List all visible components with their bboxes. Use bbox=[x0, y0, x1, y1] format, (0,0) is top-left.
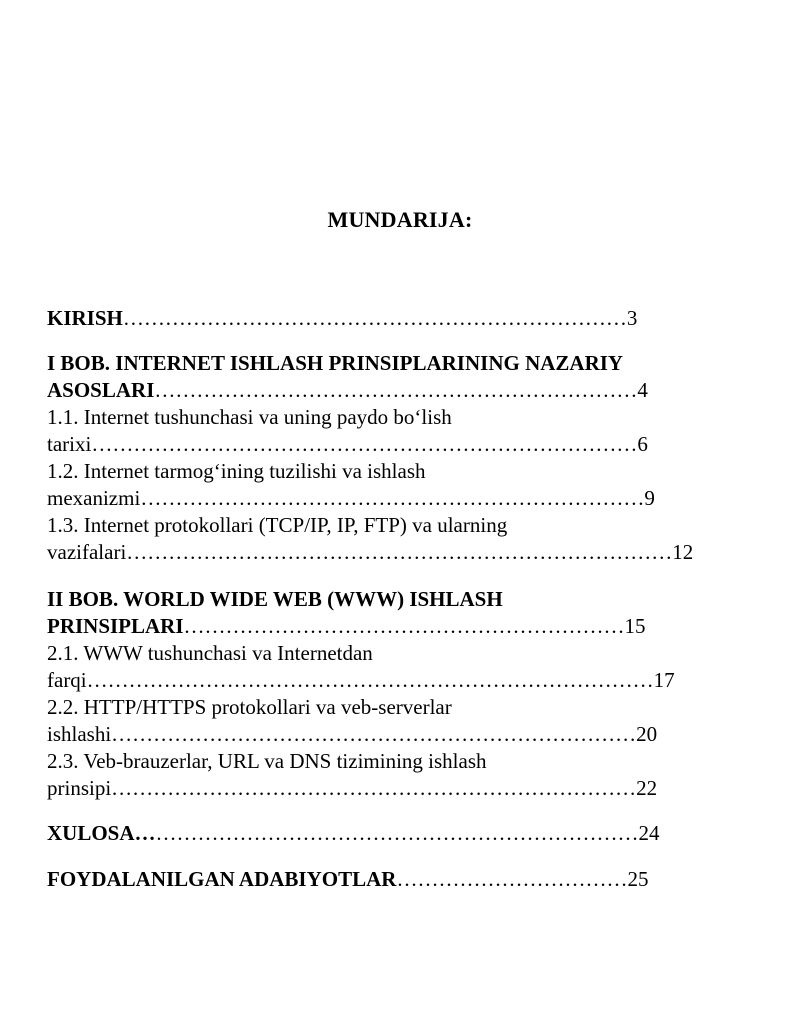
toc-entry-2-3-line2 bbox=[47, 775, 657, 802]
toc-entry-label: ishlashi bbox=[47, 722, 112, 746]
toc-entry-label: tarixi bbox=[47, 432, 92, 456]
toc-leader-dots: …………………………………………………………… bbox=[154, 378, 638, 402]
toc-leader-dots: ……………………………………………………………… bbox=[140, 486, 645, 510]
toc-entry-bob2-line2 bbox=[47, 613, 646, 640]
toc-page-number: 22 bbox=[636, 776, 658, 800]
toc-entry-adabiyotlar bbox=[47, 866, 648, 893]
toc-page-number: 9 bbox=[644, 486, 655, 510]
toc-leader-dots: …………………………………………………………………… bbox=[126, 540, 673, 564]
toc-entry-2-3-line1: 2.3. Veb-brauzerlar, URL va DNS tizimining ishlash bbox=[47, 749, 487, 773]
toc-entry-2-1-line2 bbox=[47, 667, 675, 694]
toc-page-number: 25 bbox=[627, 867, 649, 891]
toc-page-number: 3 bbox=[626, 306, 638, 330]
toc-entry-label: XULOSA… bbox=[47, 821, 156, 845]
toc-leader-dots: ………………………………………………………………… bbox=[111, 776, 637, 800]
toc-leader-dots: ……………………………………………………… bbox=[183, 614, 625, 638]
toc-entry-kirish bbox=[47, 305, 637, 332]
toc-entry-bob1-line2 bbox=[47, 377, 648, 404]
toc-entry-1-2-line1: 1.2. Internet tarmogʻining tuzilishi va ishlash bbox=[47, 459, 426, 483]
toc-leader-dots: …………………………………………………………………… bbox=[91, 432, 638, 456]
toc-entry-bob2-line1: II BOB. WORLD WIDE WEB (WWW) ISHLASH bbox=[47, 587, 503, 611]
toc-page-number: 24 bbox=[638, 821, 660, 845]
toc-entry-label: PRINSIPLARI bbox=[47, 614, 184, 638]
toc-entry-label: KIRISH bbox=[47, 306, 123, 330]
toc-page-number: 15 bbox=[624, 614, 646, 638]
toc-entry-label: ASOSLARI bbox=[47, 378, 155, 402]
toc-entry-1-1-line2 bbox=[47, 431, 648, 458]
toc-entry-2-1-line1: 2.1. WWW tushunchasi va Internetdan bbox=[47, 641, 373, 665]
toc-leader-dots: ……………………………………………………………… bbox=[122, 306, 627, 330]
toc-page-number: 17 bbox=[653, 668, 675, 692]
page-title: MUNDARIJA: bbox=[327, 207, 473, 232]
toc-entry-label: mexanizmi bbox=[47, 486, 141, 510]
toc-entry-1-2-line2 bbox=[47, 485, 655, 512]
toc-page-number: 12 bbox=[672, 540, 694, 564]
toc-entry-2-2-line1: 2.2. HTTP/HTTPS protokollari va veb-serverlar bbox=[47, 695, 452, 719]
toc-leader-dots: ……………………………………………………………………… bbox=[86, 668, 654, 692]
toc-page-number: 4 bbox=[637, 378, 648, 402]
toc-page-number: 6 bbox=[637, 432, 648, 456]
toc-page-number: 20 bbox=[636, 722, 658, 746]
toc-leader-dots: …………………………… bbox=[396, 867, 628, 891]
toc-entry-label: vazifalari bbox=[47, 540, 127, 564]
toc-entry-label: prinsipi bbox=[47, 776, 112, 800]
toc-entry-label: farqi bbox=[47, 668, 87, 692]
toc-entry-bob1-line1: I BOB. INTERNET ISHLASH PRINSIPLARINING NAZARIY bbox=[47, 351, 624, 375]
toc-entry-2-2-line2 bbox=[47, 721, 657, 748]
toc-entry-1-1-line1: 1.1. Internet tushunchasi va uning paydo boʻlish bbox=[47, 405, 452, 429]
toc-entry-xulosa bbox=[47, 820, 660, 847]
toc-leader-dots: …………………………………………………………… bbox=[155, 821, 639, 845]
toc-entry-label: FOYDALANILGAN ADABIYOTLAR bbox=[47, 867, 397, 891]
toc-entry-1-3-line1: 1.3. Internet protokollari (TCP/IP, IP, FTP) va ularning bbox=[47, 513, 508, 537]
toc-entry-1-3-line2 bbox=[47, 539, 693, 566]
toc-leader-dots: ………………………………………………………………… bbox=[111, 722, 637, 746]
